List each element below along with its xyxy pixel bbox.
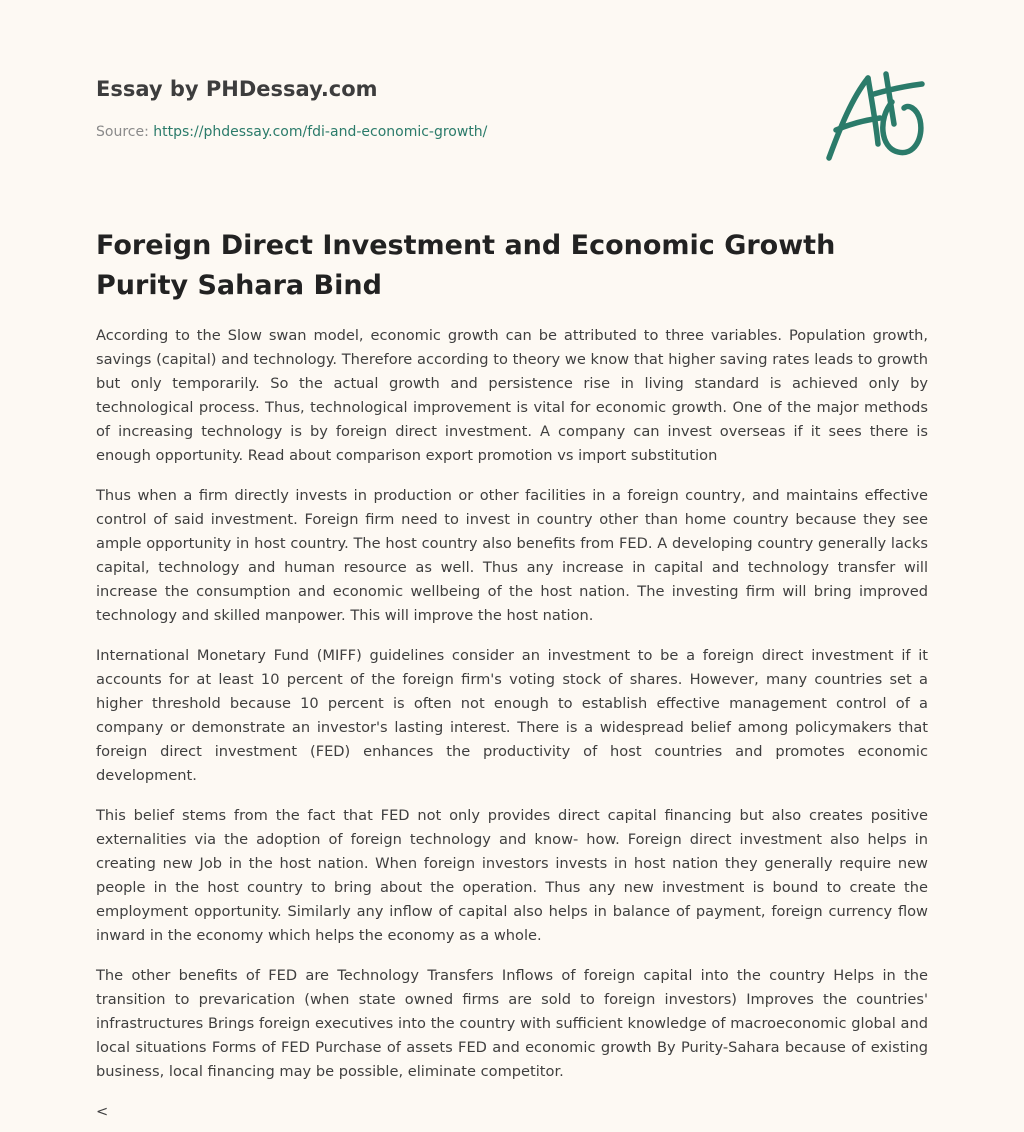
essay-body [96, 324, 928, 1100]
essay-title: Foreign Direct Investment and Economic Growth Purity Sahara Bind [96, 230, 836, 301]
essay-paragraph: This belief stems from the fact that FED not only provides direct capital financing but also creates positive externalities via the adoption of foreign technology and know- how. Foreign direct investment also helps in creating new Job in the host nation. When foreign investors invests in host nation they generally require new people in the host country to bring about the operation. Thus any new investment is bound to create the employment opportunity. Similarly any inflow of capital also helps in balance of payment, foreign currency flow inward in the economy which helps the economy as a whole. [96, 807, 928, 944]
trailing-text: < [96, 1103, 109, 1120]
essay-header [96, 74, 796, 142]
essay-paragraph: International Monetary Fund (MIFF) guidelines consider an investment to be a foreign direct investment if it accounts for at least 10 percent of the foreign firm's voting stock of shares. However, many countries set a higher threshold because 10 percent is often not enough to establish effective management control of a company or demonstrate an investor's lasting interest. There is a widespread belief among policymakers that foreign direct investment (FED) enhances the productivity of host countries and promotes economic development. [96, 647, 928, 784]
source-link[interactable]: https://phdessay.com/fdi-and-economic-growth/ [153, 124, 488, 140]
essay-paragraph: According to the Slow swan model, economic growth can be attributed to three variables. Population growth, savings (capital) and technology. Therefore according to theory we know that higher saving rates leads to growth but only temporarily. So the actual growth and persistence rise in living standard is achieved only by technological process. Thus, technological improvement is vital for economic growth. One of the major methods of increasing technology is by foreign direct investment. A company can invest overseas if it sees there is enough opportunity. Read about comparison export promotion vs import substitution [96, 327, 928, 464]
source-label: Source: [96, 124, 154, 140]
brand-name: Essay by PHDessay.com [96, 77, 378, 101]
a-plus-grade-icon [822, 68, 926, 164]
source-line [96, 122, 796, 142]
essay-paragraph: Thus when a firm directly invests in production or other facilities in a foreign country, and maintains effective control of said investment. Foreign firm need to invest in country other than home country because they see ample opportunity in host country. The host country also benefits from FED. A developing country generally lacks capital, technology and human resource as well. Thus any increase in capital and technology transfer will increase the consumption and economic wellbeing of the host nation. The investing firm will bring improved technology and skilled manpower. This will improve the host nation. [96, 487, 928, 624]
essay-paragraph: The other benefits of FED are Technology Transfers Inflows of foreign capital into the country Helps in the transition to prevarication (when state owned firms are sold to foreign investors) Improves the countries' infrastructures Brings foreign executives into the country with sufficient knowledge of macroeconomic global and local situations Forms of FED Purchase of assets FED and economic growth By Purity-Sahara because of existing business, local financing may be possible, eliminate competitor. [96, 967, 928, 1080]
